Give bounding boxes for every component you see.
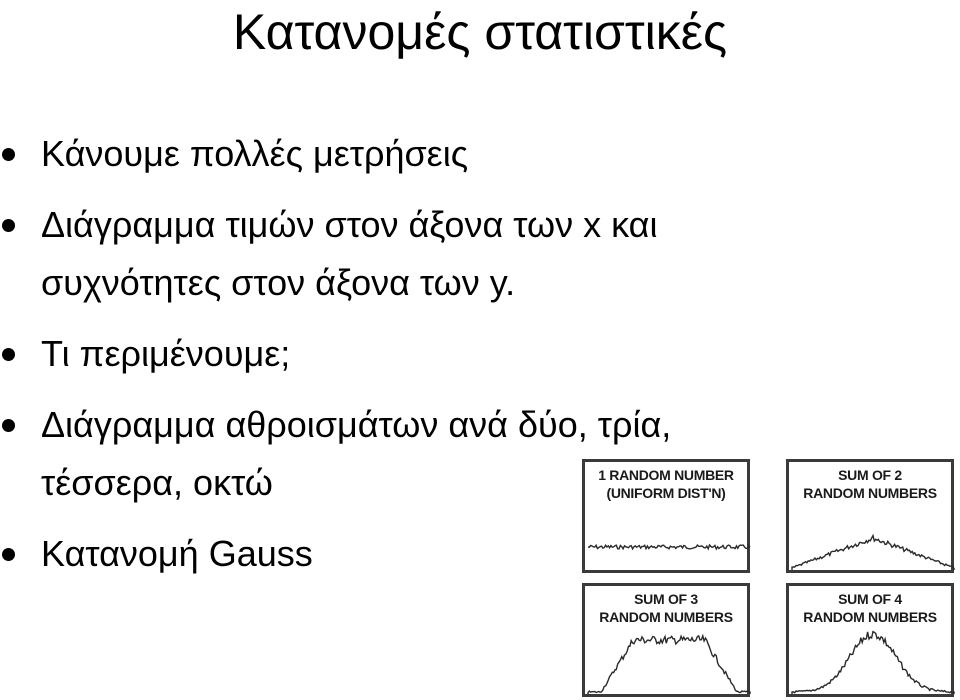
bullet-text-continued: τέσσερα, οκτώ: [41, 462, 273, 503]
bullet-dot: [2, 419, 15, 432]
slide-title: Κατανομές στατιστικές: [232, 4, 728, 60]
bullet-text-continued: συχνότητες στον άξονα των y.: [41, 262, 516, 303]
bullet-text: Διάγραμμα τιμών στον άξονα των x και: [41, 204, 658, 245]
panel-sum-of-3: [582, 583, 750, 697]
bullet-dot: [2, 548, 15, 561]
bullet-text: Κάνουμε πολλές μετρήσεις: [41, 133, 469, 174]
bullet-dot: [2, 148, 15, 161]
panel-label-line: SUM OF 2: [838, 467, 902, 483]
histogram-curve: [792, 536, 954, 570]
panel-uniform: [582, 459, 750, 573]
histogram-triangle: [789, 462, 957, 576]
bullet-item: [0, 125, 871, 183]
bullet-text: Διάγραμμα αθροισμάτων ανά δύο, τρία,: [41, 404, 672, 445]
histogram-curve: [588, 636, 750, 694]
panel-label-line: 1 RANDOM NUMBER: [598, 467, 734, 483]
histogram-curve: [588, 545, 750, 549]
bullet-text: Τι περιμένουμε;: [41, 333, 291, 374]
bullet-item: [0, 325, 871, 383]
histogram-uniform: [585, 462, 753, 576]
histogram-bell3: [585, 586, 753, 700]
panel-label-line: RANDOM NUMBERS: [599, 609, 733, 625]
distribution-figure: [582, 459, 960, 700]
panel-sum-of-4: [786, 583, 954, 697]
bullet-item: [0, 196, 871, 312]
panel-label-line: SUM OF 4: [838, 591, 902, 607]
histogram-bell4: [789, 586, 957, 700]
panel-label-line: (UNIFORM DIST'N): [606, 485, 726, 501]
bullet-dot: [2, 348, 15, 361]
panel-label-line: SUM OF 3: [634, 591, 698, 607]
panel-label-line: RANDOM NUMBERS: [803, 485, 937, 501]
histogram-curve: [792, 632, 954, 694]
bullet-dot: [2, 219, 15, 232]
panel-label-line: RANDOM NUMBERS: [803, 609, 937, 625]
bullet-text: Κατανομή Gauss: [41, 533, 313, 574]
panel-sum-of-2: [786, 459, 954, 573]
